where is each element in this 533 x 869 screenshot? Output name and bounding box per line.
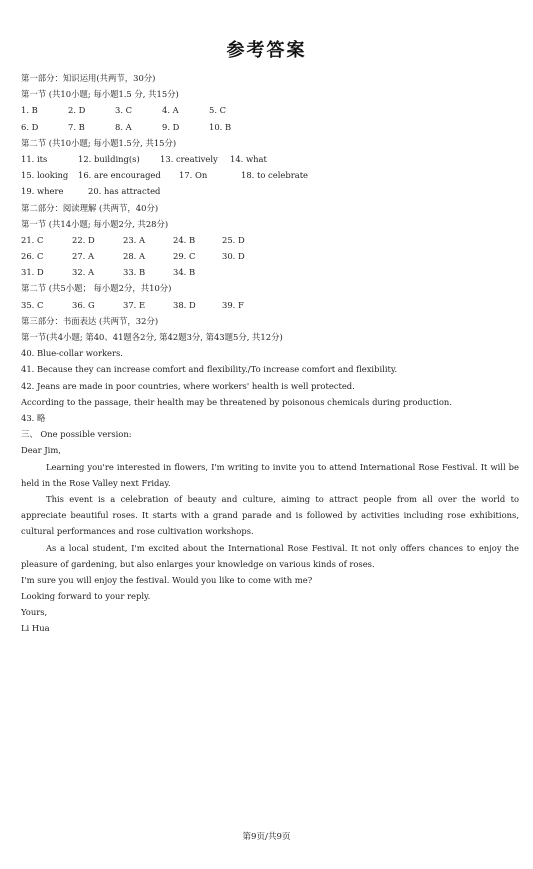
answer-item: 10. B xyxy=(209,121,232,132)
letter-paragraph: As a local student, I'm excited about the International Rose Festival. It not only offers chances to enjoy the pleasure of gardening, but also enlarges your knowledge on various kinds of roses. xyxy=(21,542,519,569)
answer-item: 12. building(s) xyxy=(78,153,140,164)
answer-item: 35. C xyxy=(21,299,44,310)
answer-item: 39. F xyxy=(222,299,244,310)
answer-row xyxy=(21,167,519,183)
answer-item: 16. are encouraged xyxy=(78,170,161,181)
answer-row xyxy=(21,297,519,313)
answer-item: 22. D xyxy=(72,234,95,245)
answer-row xyxy=(21,119,519,135)
part2-heading: 第二部分：阅读理解 (共两节，40分) xyxy=(21,202,159,213)
answer-item: 15. looking xyxy=(21,170,69,181)
answer-item: 11. its xyxy=(21,153,48,164)
answer-item: 37. E xyxy=(123,299,146,310)
page-title: 参考答案 xyxy=(226,40,307,61)
answer-line: 41. Because they can increase comfort and flexibility./To increase comfort and flexibility. xyxy=(21,364,398,375)
answer-line: 43. 略 xyxy=(21,412,46,423)
part1-heading: 第一部分：知识运用(共两节，30分) xyxy=(21,73,156,83)
letter-paragraph: This event is a celebration of beauty and culture, aiming to attract people from all over the world to appreciate beautiful roses. It starts with a grand parade and is followed by activities including rose exhibitions, cultural performances and rose cultivation workshops. xyxy=(21,493,519,537)
part3-heading: 第三部分：书面表达 (共两节，32分) xyxy=(21,315,159,326)
answer-item: 9. D xyxy=(162,121,180,132)
answer-item: 34. B xyxy=(173,267,196,278)
part1-sec2-heading: 第二节 (共10小题; 每小题1.5分, 共15分) xyxy=(21,137,177,148)
answer-item: 32. A xyxy=(72,267,95,278)
answer-item: 29. C xyxy=(173,251,196,262)
letter-paragraph: I'm sure you will enjoy the festival. Would you like to come with me? xyxy=(21,574,313,585)
answer-item: 4. A xyxy=(162,105,179,116)
part2-sec1-heading: 第一节 (共14小题; 每小题2分, 共28分) xyxy=(21,218,169,229)
answer-item: 30. D xyxy=(222,251,245,262)
answer-row xyxy=(21,232,519,248)
letter-paragraph: Learning you're interested in flowers, I'm writing to invite you to attend International Rose Festival. It will be held in the Rose Valley next Friday. xyxy=(21,461,519,488)
answer-item: 8. A xyxy=(115,121,132,132)
answer-item: 2. D xyxy=(68,105,86,116)
answer-line: 40. Blue-collar workers. xyxy=(21,348,123,359)
letter-greeting: Dear Jim, xyxy=(21,445,61,456)
answer-item: 1. B xyxy=(21,105,38,116)
answer-item: 28. A xyxy=(123,251,146,262)
answer-item: 5. C xyxy=(209,105,227,116)
answer-item: 21. C xyxy=(21,234,44,245)
answer-row xyxy=(21,151,519,167)
answer-item: 19. where xyxy=(21,186,64,197)
answer-item: 18. to celebrate xyxy=(241,170,309,181)
letter-paragraph: Looking forward to your reply. xyxy=(21,591,151,602)
answer-row xyxy=(21,102,519,118)
answer-row xyxy=(21,183,519,199)
letter-closing: Yours, xyxy=(21,607,48,618)
answer-line: 42. Jeans are made in poor countries, where workers' health is well protected. xyxy=(21,380,355,391)
answer-item: 27. A xyxy=(72,251,95,262)
answer-item: 26. C xyxy=(21,251,44,262)
answer-item: 20. has attracted xyxy=(88,186,161,197)
answer-line: According to the passage, their health may be threatened by poisonous chemicals during production. xyxy=(21,396,452,407)
part3-sec2-heading: 三、 One possible version: xyxy=(21,429,132,440)
part2-sec2-heading: 第二节 (共5小题； 每小题2分，共10分) xyxy=(21,283,172,294)
answer-item: 17. On xyxy=(179,170,208,181)
answer-item: 6. D xyxy=(21,121,39,132)
answer-item: 38. D xyxy=(173,299,196,310)
answer-item: 23. A xyxy=(123,234,146,245)
answer-content xyxy=(21,70,519,637)
answer-item: 13. creatively xyxy=(160,153,218,164)
answer-item: 36. G xyxy=(72,299,95,310)
answer-item: 33. B xyxy=(123,267,146,278)
answer-item: 14. what xyxy=(230,153,267,164)
answer-item: 31. D xyxy=(21,267,44,278)
part3-sec1-heading: 第一节(共4小题; 第40、41题各2分, 第42题3分, 第43题5分, 共12分) xyxy=(21,332,283,342)
answer-item: 7. B xyxy=(68,121,85,132)
answer-item: 3. C xyxy=(115,105,133,116)
page-number: 第9页/共9页 xyxy=(242,832,291,842)
letter-signature: Li Hua xyxy=(21,623,50,634)
part1-sec1-heading: 第一节 (共10小题; 每小题1.5 分, 共15分) xyxy=(21,89,179,100)
answer-row xyxy=(21,264,519,280)
answer-row xyxy=(21,248,519,264)
answer-item: 25. D xyxy=(222,234,245,245)
answer-item: 24. B xyxy=(173,234,196,245)
